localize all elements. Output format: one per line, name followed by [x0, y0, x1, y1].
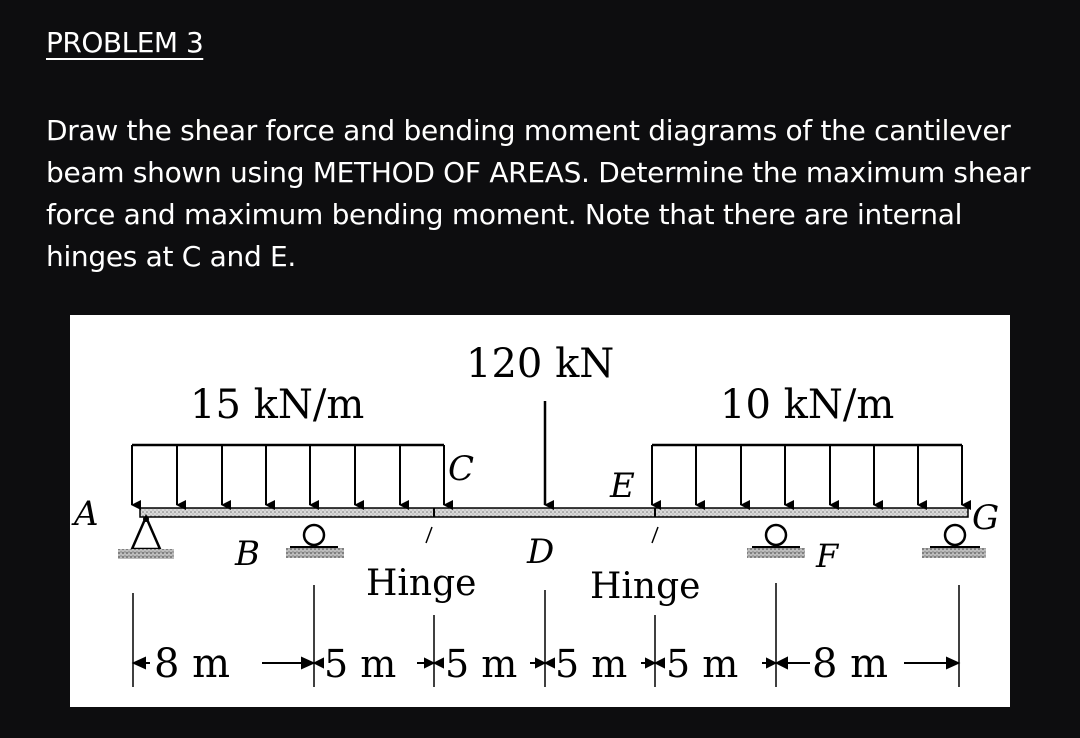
- point-f-label: F: [816, 537, 839, 575]
- point-a-label: A: [74, 494, 99, 534]
- dimension-label-6: 8 m: [812, 641, 889, 687]
- problem-statement: Draw the shear force and bending moment diagrams of the cantilever beam shown using METHOD OF AREAS. Determine the maximum shear force and maximum bending moment. Note that there are internal hinges at C and E.: [46, 114, 1031, 273]
- roller-support-f: [747, 525, 805, 558]
- pin-support-a: [118, 516, 174, 559]
- roller-support-b: [286, 525, 344, 558]
- point-g-label: G: [972, 498, 1000, 538]
- hinge-e-label: Hinge: [590, 566, 701, 607]
- beam: [140, 508, 968, 517]
- right-udl-label: 10 kN/m: [720, 382, 895, 428]
- dimension-label-5: 5 m: [666, 642, 739, 686]
- dimension-label-3: 5 m: [445, 642, 518, 686]
- right-distributed-load: [652, 445, 962, 505]
- point-load-label: 120 kN: [466, 341, 615, 387]
- left-distributed-load: [132, 445, 444, 505]
- dimension-label-4: 5 m: [555, 642, 628, 686]
- left-udl-label: 15 kN/m: [190, 382, 365, 428]
- point-b-label: B: [235, 534, 260, 574]
- dimension-label-1: 8 m: [154, 641, 231, 687]
- hinge-c-label: Hinge: [366, 563, 477, 604]
- dimension-label-2: 5 m: [324, 642, 397, 686]
- point-c-label: C: [448, 449, 475, 489]
- problem-heading: PROBLEM 3: [46, 26, 204, 59]
- point-d-label: D: [527, 532, 555, 572]
- beam-figure: [70, 315, 1010, 707]
- point-e-label: E: [610, 466, 635, 506]
